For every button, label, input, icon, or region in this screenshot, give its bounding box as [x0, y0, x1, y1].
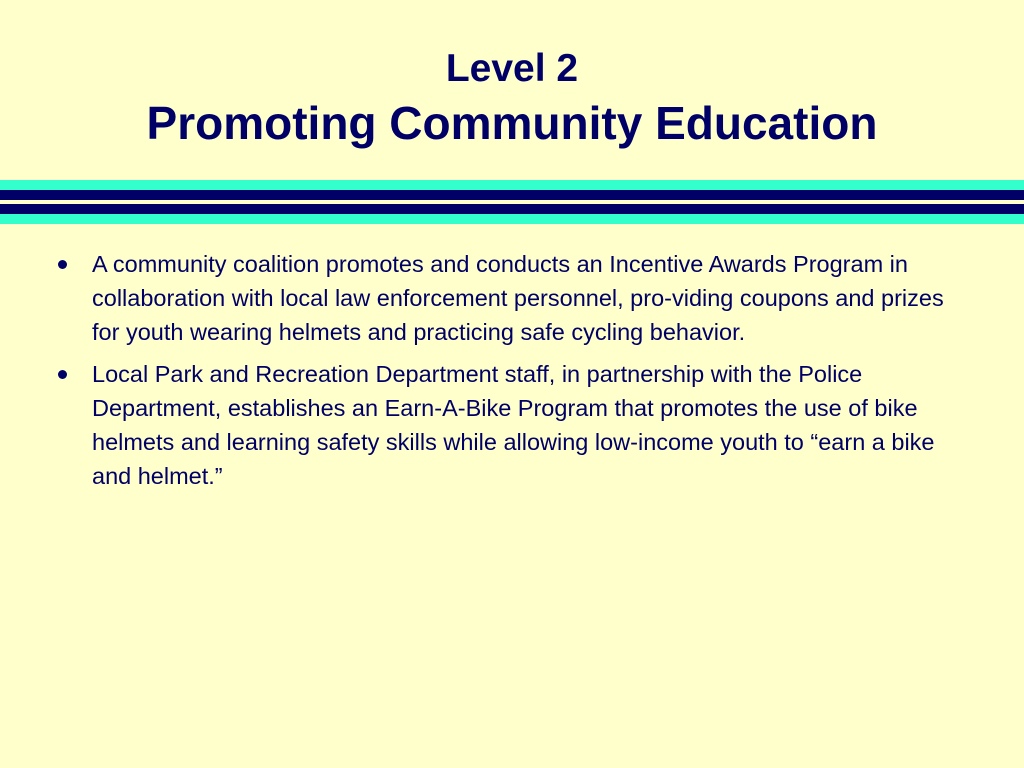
title-heading: Promoting Community Education — [146, 97, 878, 149]
title-level: Level 2 — [445, 47, 579, 90]
title-divider — [0, 180, 1024, 226]
divider-stripe-navy-bottom — [0, 204, 1024, 214]
bullet-list — [56, 247, 956, 501]
bullet-text: Local Park and Recreation Department staff, in partnership with the Police Department, establishes an Earn-A-Bike Program that promotes the use of bike helmets and learning safety skills while allowing low-income youth to “earn a bike and helmet.” — [92, 361, 935, 489]
list-item — [56, 247, 956, 349]
divider-stripe-navy-top — [0, 190, 1024, 200]
divider-stripe-teal-bottom — [0, 214, 1024, 224]
bullet-text: A community coalition promotes and conducts an Incentive Awards Program in collaboration with local law enforcement personnel, pro-viding coupons and prizes for youth wearing helmets and practicing safe cycling behavior. — [92, 251, 944, 345]
divider-stripe-teal-top — [0, 180, 1024, 190]
list-item — [56, 357, 956, 493]
slide-title — [0, 44, 1024, 152]
bullet-dot-icon — [58, 260, 67, 269]
bullet-dot-icon — [58, 370, 67, 379]
